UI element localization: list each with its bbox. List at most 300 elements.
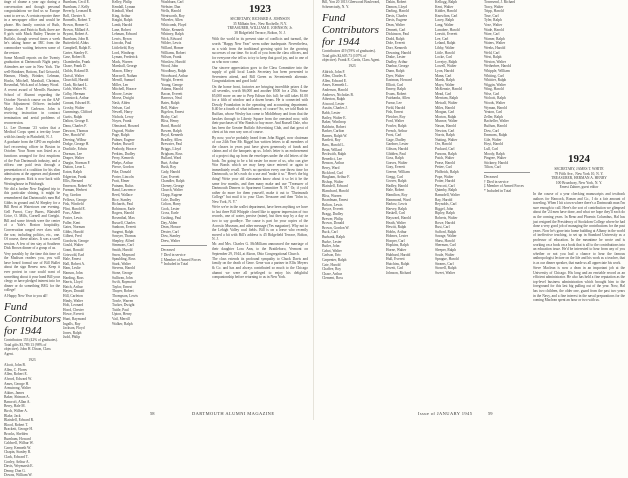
right-fund-sub: Contributors 419 (59% of graduates). Total gifts $2,605.73 (107% of objective). Frank E. Curtis, Class Agent. — [322, 49, 381, 63]
contributor-name: Rosenthal, Max — [112, 215, 135, 220]
contributor-name: Putnam, Rufus — [112, 183, 134, 188]
contributor-name: Young, George — [161, 82, 183, 87]
column-paragraph: Our sincere appreciation goes to the Class Committee into the supply of gold local Loads Secretary has been presented to Seventeen attend, and Bill Green as Seventeenth alternate. Congratulations and good luck! — [212, 65, 308, 84]
contributor-name: Pettee, Carl — [435, 165, 452, 170]
contributor-name: Knowlton, Carl — [435, 13, 458, 18]
contributor-name: Bancroft, Allan A. — [4, 399, 31, 404]
contributor-name: Parsons, Ralph — [435, 151, 457, 156]
left-col-5-text — [212, 37, 308, 279]
contributor-name: Littlefield, Roy — [112, 45, 135, 50]
contributor-name: Tuttle, Paul — [112, 307, 129, 312]
right-col-2 — [386, 0, 432, 408]
contributor-name: Dunn, Ralph — [386, 68, 405, 73]
right-col-1-intro: Bill, Yon 20 1013 Glenwood Boulevard, Schenectady, N. Y. — [322, 0, 381, 9]
contributor-name: Sprague, Harold — [435, 257, 459, 262]
contributor-name: Perkins, Dudley — [112, 151, 136, 156]
contributor-name: Mayo, Walter — [435, 82, 455, 87]
contributor-name: Damon, Lloyd — [386, 4, 407, 9]
contributor-name: Reed, Wallace — [112, 192, 133, 197]
contributor-name: Little, Harold — [435, 50, 455, 55]
contributor-name: Sleeper, Ralph — [435, 248, 457, 253]
contributor-name: Cobb, Walter W. — [63, 87, 87, 92]
column-paragraph: Very possibly by the time this time of the Madison readers you, you will have heard formal use of Bill Bullet about the sign Renew now. Keep it ever protest in case sould want of something about it your hand Bill your clergy or have pledged interest into for dinner or do something BEG for the college! — [4, 251, 60, 293]
contributor-name: Smith, Harold — [112, 248, 133, 253]
contributor-name: Lehman, Edward — [112, 32, 137, 37]
contributor-name: Cate, Harold — [322, 262, 341, 267]
contributor-name: Foss, Albert — [63, 211, 81, 216]
contributor-name: Dana, Charles F. — [63, 124, 87, 129]
contributor-name: Moore, Lester — [112, 91, 133, 96]
contributor-name: Kidder, Harold — [435, 9, 457, 14]
contributor-name: Day, Alden — [161, 220, 178, 225]
left-col-4 — [161, 0, 207, 408]
right-treasurer-address: 100 Broadway, New York, N. Y. — [555, 180, 603, 185]
contributor-name: True, Carl — [484, 13, 499, 18]
left-page — [0, 0, 310, 478]
contributor-name: Pope, Walter — [435, 174, 454, 179]
contributor-name: Metcalf, Walter — [435, 101, 458, 106]
footnote: † Died in service — [484, 179, 509, 184]
contributor-name: Whitcomb, Floyd — [161, 22, 187, 27]
contributor-name: Stearns, Carl — [435, 261, 454, 266]
right-fund-title: Fund Contributors for 1944 — [322, 12, 379, 49]
contributor-name: Bickford, Carl — [322, 170, 343, 175]
footnote: * Included in Total — [484, 188, 512, 193]
contributor-name: Dorman, Lee — [63, 151, 82, 156]
contributor-name: White, Kenneth — [161, 27, 184, 32]
contributor-name: Munroe, Walter — [435, 119, 458, 124]
contributor-name: Emery, Ralph — [386, 87, 406, 92]
contributor-name: Ramsdell, Walter — [435, 192, 460, 197]
contributor-name: Woods, Walter — [484, 101, 506, 106]
contributor-name: Patch, Walter — [435, 156, 455, 161]
contributor-name: Fay, Gordon — [63, 192, 81, 197]
contributor-name: Brooks, Shelden — [4, 432, 28, 437]
contributor-name: Colby, Herman — [63, 91, 85, 96]
column-paragraph: We did a further New England trip to this particular shining, it might be remembered that Dartmouth's men Hal Gibbs in ground and Al Shepley for a Bill Bent at Watertown one evening. Gell Purrot, Cory Burns, Blaisdell Grice, O. Mills, Cornell and Greight. Bill and some friends were the center of a Yale's Boston hospitality. Conversation ranged over class with the war, including politics, etc., one. Of course, these affairs. It was a swell session. A few of ten stay at Southern Disk Brown dinner of a group of us. — [4, 186, 60, 251]
contributor-name: Hobbs, Arthur — [386, 229, 407, 234]
contributor-name: Carey, Kenneth W. — [4, 445, 32, 450]
contributor-name: Evans, Robert — [386, 91, 407, 96]
contributor-name: Wright, Everett — [161, 78, 184, 83]
contributor-name: Hooper, Carl — [386, 238, 405, 243]
contributor-name: Benson, Arthur — [322, 161, 344, 166]
contributor-name: Tyler, Ralph — [484, 18, 502, 23]
contributor-name: Blanchard, Harold — [322, 189, 349, 193]
contributor-name: Buck, Carl — [322, 230, 338, 235]
contributor-name: Rowe, Harold — [435, 220, 456, 225]
contributor-name: Christl, Walter — [63, 73, 85, 78]
contributor-name: Sherman, Carl — [435, 243, 456, 248]
contributor-name: Perry, Kenneth — [112, 156, 134, 161]
contributor-name: Armstrong, Walter — [4, 386, 31, 391]
left-col-1-names — [4, 363, 60, 478]
contributor-name: Jewett, Carl — [386, 266, 404, 271]
contributor-name: Emerson, Robert W. — [63, 183, 93, 188]
contributor-name: Burke, Lester — [322, 239, 342, 244]
contributor-name: Palmer, Eugene — [112, 137, 135, 142]
contributor-name: Howe, Everett — [63, 312, 84, 317]
contributor-name: Boyd, Kenneth — [161, 133, 183, 138]
contributor-name: Webster, Dan — [161, 4, 181, 9]
right-col-4-names — [484, 0, 530, 170]
contributor-name: Rand, Lawrence — [112, 188, 136, 193]
contributor-name: Eaton, Ralph — [63, 169, 82, 174]
contributor-name: Nash, Alden — [112, 101, 130, 106]
contributor-name: Weld, Carl — [484, 50, 500, 55]
contributor-name: Burnham, Howard — [4, 436, 31, 441]
left-class-year: 1923 — [249, 3, 271, 15]
contributor-name: Hanson, John — [63, 271, 83, 276]
contributor-name: Dutton, Leon L. — [63, 165, 87, 170]
contributor-name: Colton, Harry — [161, 202, 181, 207]
contributor-name: Olmstead, Howard — [112, 124, 140, 129]
contributor-name: Andrews, Nicholas B. — [322, 92, 354, 97]
contributor-name: Bliss, Warren — [322, 193, 342, 198]
contributor-name: Roberts, Walter — [435, 215, 458, 220]
contributor-name: Goss, Ralph — [386, 156, 404, 161]
contributor-name: Bradley, Allen — [161, 137, 182, 142]
contributor-name: Blake, Jack — [4, 413, 21, 418]
contributor-name: Buffum, Harold — [484, 124, 507, 129]
contributor-name: Kendall, Lyman — [112, 4, 136, 9]
contributor-name: Stone, George — [112, 271, 133, 276]
contributor-name: Davis, Eugene — [386, 18, 407, 23]
contributor-name: Willard, Homer — [161, 45, 184, 50]
contributor-name: Chamberlin, Frank — [63, 59, 91, 64]
contributor-name: French, Arthur — [386, 128, 408, 133]
contributor-name: Greene, William — [386, 169, 410, 174]
contributor-name: Weeks, Harold — [484, 45, 506, 50]
contributor-name: Ames, Kenneth L. — [322, 83, 349, 88]
contributor-name: Elliott, Carl — [386, 82, 403, 87]
contributor-name: Bragg, Dudley — [322, 211, 344, 216]
contributor-name: Zeller, Ralph — [484, 114, 503, 119]
contributor-name: Wiggin, Walter — [484, 82, 506, 87]
contributor-name: Hoyt, Harold — [484, 142, 503, 147]
contributor-name: Merrill, Samuel — [112, 78, 135, 83]
contributor-name: Bowen, Ralph — [161, 128, 182, 133]
contributor-name: Whiting, Carl — [484, 73, 504, 78]
contributor-name: Dawson, Thomas — [63, 128, 89, 133]
contributor-name: Berry, Hale M. — [4, 404, 26, 409]
column-paragraph: Lt. Lee Dorman '23 writes that a Medical Corps spent a ten-day leave with his family in Plainfield, N. J. — [4, 125, 60, 139]
contributor-name: Taylor, Ernest — [112, 284, 133, 289]
footnote: Deceased — [161, 248, 175, 253]
contributor-name: Boll, Chester A. — [63, 13, 87, 18]
contributor-name: Drake, Lester — [386, 55, 406, 60]
contributor-name: Thompson, Lewis — [112, 294, 138, 298]
contributor-name: Curtis, Ralph — [63, 114, 83, 119]
contributor-name: Harvey, Ralph — [386, 206, 407, 211]
right-treasurer: TREASURER, HERMAN A. HENRY — [551, 176, 607, 181]
contributor-name: Adams, Harold — [161, 87, 183, 92]
contributor-name: Newell, Harry — [112, 110, 133, 115]
contributor-name: Osgood, Walter — [112, 128, 135, 133]
contributor-name: Hill, Carleton — [63, 294, 83, 298]
contributor-name: Dean, Walter — [386, 22, 405, 27]
left-col-3 — [112, 0, 158, 408]
contributor-name: Aldrich, John F. — [322, 69, 346, 74]
contributor-name: Dole, Everett — [386, 41, 406, 46]
contributor-name: Winslow, Harold — [161, 59, 186, 64]
contributor-name: Tripp, Harold — [484, 9, 504, 14]
contributor-name: Baldwin, Robert — [322, 124, 346, 129]
contributor-name: Pease, Harold — [435, 160, 455, 165]
contributor-name: Sargent, Ralph — [112, 229, 134, 234]
contributor-name: Whittier, Ralph — [484, 78, 507, 83]
footnote: ‡ Member of Armed Forces — [484, 184, 524, 189]
contributor-name: Lincoln, Paul — [112, 41, 132, 46]
contributor-name: Bacheller, Walter — [484, 119, 509, 124]
contributor-name: Alvord, Edward W. — [4, 376, 32, 381]
contributor-name: Norris, Ralph — [435, 133, 455, 138]
contributor-name: Harlow, Lewis — [386, 202, 408, 207]
contributor-name: Carlson, Eric — [322, 253, 341, 258]
contributor-name: Soule, Walter — [435, 252, 455, 257]
contributor-name: Wilder, Lewis — [161, 41, 182, 46]
contributor-name: Yeaton, Carl — [484, 110, 503, 115]
contributor-name: Blaisdell, Edward — [322, 184, 348, 189]
column-paragraph: In the course of a year checking manuscripts and textbook authors for Hancock, Ronan and Co., I do a fair amount of traveling. When I hit a town where there's a Dartmouth man I'm sure enough to call. Here's the sort of contribution we glimpsed about the '24 men have done, and what we hope they'll each do as the coming years. In Reno and Phoenix Columbus, Hal has just resigned the Presidency of Stockdom College where he had done a very good job of managing the contributions for the past years. Now he's gone into home building at Albany in the world of ineffective teaching, to set up in Standard University as a professor of education. In the meantime he wrote and is working on a book on a book that is all to the contributions into an education issue. He'd be interested to hear from any of you whether or not you had a chance to hear the famous anthropologist lecture on the life and his work as a teacher, that is as our dinner speaker, that made us all appreciate his work. — [533, 191, 625, 265]
contributor-name: Flint, Harold E. — [63, 206, 86, 211]
contributor-name: Frost, Carl — [386, 133, 402, 138]
contributor-name: Brewer, Philip — [322, 216, 343, 221]
left-col-5 — [212, 0, 308, 408]
footnote: * Included in Total — [161, 262, 189, 267]
contributor-name: Parker, Russell — [112, 142, 134, 147]
contributor-name: Baker, Winthrop — [322, 120, 346, 125]
contributor-name: Hale, Ernest — [63, 257, 81, 262]
contributor-name: Lee, Carl — [435, 36, 449, 41]
contributor-name: Field, Harold — [386, 105, 406, 110]
contributor-name: Hammond, Ward — [386, 197, 411, 202]
contributor-name: Mitchell, Horace — [112, 87, 137, 92]
contributor-name: Hutchins, Ralph — [386, 261, 410, 266]
contributor-name: Burnham, John R. — [63, 36, 90, 41]
contributor-name: Barnes, Ralph W. — [322, 133, 348, 138]
contributor-name: Barrows, Neal — [161, 96, 182, 101]
contributor-name: Cushing, Paul — [161, 215, 182, 220]
contributor-name: Clark, Edward T. — [4, 455, 29, 459]
contributor-name: Harding, Ross — [63, 275, 84, 280]
contributor-name: Bonnells, Robert T. — [63, 18, 92, 23]
contributor-name: Bolton, Lewis — [322, 202, 343, 207]
contributor-name: Clement, Ross — [322, 276, 343, 281]
contributor-name: Pratt, Elmer — [112, 179, 130, 184]
contributor-name: Dow, Carl — [484, 128, 499, 133]
contributor-name: Lovejoy, Ralph — [435, 59, 458, 64]
left-fund-sub: Contributors 153 (42% of graduates). Total gifts $3,789.13 (98% of objective). John H. Dixon, Class Agent. — [4, 338, 58, 356]
contributor-name: Butler, John — [322, 244, 340, 249]
contributor-name: Gage, Dudley — [386, 137, 406, 142]
contributor-name: Pike, Donald — [112, 169, 131, 174]
contributor-name: Darling, Harold — [386, 9, 409, 14]
contributor-name: Austin, Charles J. — [322, 106, 348, 111]
contributor-name: Caldwell, Wilbur W. — [4, 441, 34, 446]
left-treasurer: TREASURER, WILLIAM E. JOHNSON, Jr. — [227, 26, 293, 31]
contributor-name: Safford, Ralph — [435, 229, 457, 234]
contributor-name: Allen, Robert E. — [4, 372, 28, 377]
contributor-name: Lane, Robert — [112, 27, 131, 32]
contributor-name: Conant, Edward R. — [63, 101, 91, 106]
contributor-name: Brown, Donald — [322, 221, 345, 226]
contributor-name: Bass, Harold L. — [322, 143, 345, 148]
contributor-name: Atwood, Lester — [322, 101, 345, 106]
contributor-name: Brown, Homer G. — [63, 22, 89, 27]
contributor-name: Bingham, Arthur F. — [322, 175, 350, 180]
contributor-name: Towle, Warren — [112, 298, 134, 303]
contributor-name: Alcott, John B. — [4, 363, 26, 368]
contributor-name: Ray, Harold — [435, 197, 453, 202]
contributor-name: Glidden, Paul — [386, 151, 406, 156]
contributor-name: Wolcott, Ralph — [484, 96, 506, 101]
contributor-name: Rogers, Harold — [112, 211, 134, 216]
contributor-name: Swift, Raymond — [112, 280, 136, 285]
contributor-name: Farrar, Lee — [386, 101, 402, 106]
contributor-name: Barker, Carlton — [322, 129, 345, 134]
left-page-number: 58 — [150, 411, 155, 416]
contributor-name: Grant, Ronald — [63, 248, 84, 253]
contributor-name: Boardman, Ernest — [322, 198, 348, 203]
contributor-name: Holmes, Lester — [386, 234, 408, 239]
contributor-name: Bullard, Ward — [161, 156, 182, 161]
footnote: ‡ Member of Armed Forces — [161, 257, 201, 262]
contributor-name: Briggs, Lloyd — [161, 147, 181, 151]
contributor-name: Marsh, Ralph — [435, 78, 455, 83]
contributor-name: Cheney, George — [161, 183, 185, 188]
contributor-name: Dakin, Robert — [386, 0, 407, 4]
contributor-name: Boyce, Everett — [322, 207, 344, 212]
contributor-name: Newton, Carl — [435, 128, 455, 133]
contributor-name: Bacon, Everett — [161, 91, 183, 96]
contributor-name: Stark, Walter — [112, 261, 131, 266]
contributor-name: Gibbs, Harold — [63, 229, 84, 234]
contributor-name: Porter, Lincoln — [112, 174, 134, 179]
left-col-2 — [63, 0, 109, 408]
contributor-name: Brigham, Ross — [161, 151, 183, 156]
contributor-name: Fuller, Kent — [63, 220, 81, 225]
contributor-name: Lyon, Harold — [435, 68, 455, 73]
contributor-name: Mack, Warren — [112, 59, 133, 64]
left-treasurer-address: 38 Ridgefield Terrace, Bolton, N. J. — [234, 30, 286, 35]
contributor-name: Childs, Roland D. — [63, 68, 89, 73]
contributor-name: Dodd, Ralph — [386, 36, 405, 41]
contributor-name: Dunbar, George — [386, 64, 409, 69]
contributor-name: Dow, Stanley — [161, 234, 181, 239]
contributor-name: Savage, Walter — [435, 234, 457, 239]
contributor-name: Dee, Harold W. — [63, 133, 86, 138]
contributor-name: Rust, Carl — [435, 225, 450, 230]
contributor-name: Reynolds, Carl — [435, 202, 457, 207]
left-fund-year: 1923 — [28, 357, 36, 362]
contributor-name: Dudley, Arthur — [386, 59, 408, 64]
contributor-name: Drew, Walter — [161, 238, 180, 243]
contributor-name: Hall, Robert A. — [63, 261, 85, 266]
contributor-name: Waters, Walter — [484, 41, 506, 46]
footnote: Deceased — [484, 174, 498, 179]
contributor-name: Stowell, Ralph — [435, 266, 457, 271]
contributor-name: Stevens, Harold — [112, 266, 135, 271]
contributor-name: Horne, Walter — [386, 248, 407, 253]
contributor-name: Farnum, Herbert — [63, 188, 87, 193]
right-secretary-address: 79 Fifth Ave., New York 10, N. Y. — [554, 171, 604, 176]
contributor-name: Churchill, Harold — [63, 78, 89, 83]
contributor-name: Wing, Harold — [484, 87, 504, 92]
contributor-name: Birch, Wilber A. — [4, 409, 28, 414]
contributor-name: Jones, Ralph — [63, 330, 82, 335]
left-fund-title: Fund Contributors for 1944 — [4, 301, 61, 338]
contributor-name: Libby, Walter — [435, 45, 455, 50]
contributor-name: Shepley, Alfred — [112, 238, 135, 243]
contributor-name: Brown, Millard A. — [63, 27, 90, 32]
contributor-name: Berry, Ward — [322, 166, 340, 171]
contributor-name: Peabody, Horace — [112, 147, 137, 151]
contributor-name: Case, Robert B. — [63, 55, 86, 60]
column-paragraph: By now, you've probably heard from John Riggel, now chairman of our 24th Year Mr. Riggel has written letters to all members of the classes in years past have given generously of funds and claims and of the banquets up us. John's letter is an endorsement of a project dug up from the envelopes under the old letters of the book. I'm going to be a bit easier for more of us, who can give War Bonds which we may keep since entered or again to immediately recall. There's no question every one throw time for Dartmouth, so let's each do a use and "make it so." Here's the big thing! Write your old classmates know about it so let it be the same few months, and then many make and use "Treasurer of Dartmouth Dinners to Apartment Committee N. H." Or, if you'd rather do more for them yourself, make it out to "Dartmouth College" but mail it to your Class Treasurer and then "John to, New York, N. Y." — [212, 135, 308, 204]
contributor-name: Quimby, Ralph — [435, 188, 457, 193]
contributor-name: Chase, Arthur — [322, 271, 342, 276]
contributor-name: Dean, Horace — [161, 225, 181, 230]
contributor-name: Kent, Walter — [435, 4, 454, 9]
contributor-name: Atherton, Ralph — [322, 97, 346, 102]
contributor-name: Stickney, Harold — [484, 160, 509, 165]
contributor-name: Packard, Carl — [435, 147, 455, 151]
contributor-name: Tracy, Walter — [484, 4, 504, 9]
contributor-name: Bixby, Carl — [161, 114, 178, 119]
contributor-name: Wilson, Frank — [161, 55, 182, 60]
contributor-name: Gates, Norman — [63, 225, 85, 230]
contributor-name: Lacey, Ralph — [435, 18, 454, 23]
contributor-name: Gibson, Harold — [386, 147, 409, 151]
contributor-name: Goodwin, George — [63, 238, 89, 243]
contributor-name: Riggel, John — [435, 206, 454, 211]
contributor-name: Russell, Charles — [112, 220, 136, 225]
contributor-name: Comstock, Arthur — [63, 96, 89, 101]
contributor-name: Fletcher, Roy — [386, 114, 406, 119]
column-paragraph: tinge of shame a year ago during a conversation and though personal congratulations we find us so Europe want to see us. A certain reporter there in a newspaper office and would be phone. His family consists of Ruth, Jeanmarie, and Patricia Ruth, three are 8 girls with Mack Bailey Theatre in Buffalo, though several times a week he's taking home an IBC from the commodore waiting between some of the restore. — [4, 0, 60, 55]
right-col-1 — [322, 0, 382, 408]
contributor-name: Vose, Walter — [484, 22, 503, 27]
contributor-name: Harris, Lloyd — [63, 280, 83, 285]
contributor-name: Fellows, George — [63, 197, 87, 202]
contributor-name: Wise, Carl — [484, 91, 500, 96]
contributor-name: Wick, Edward — [161, 36, 182, 41]
contributor-name: Hewitt, Ralph — [386, 225, 407, 230]
contributor-name: Beverly, Leonard R. — [63, 9, 93, 14]
contributor-name: Ware, Carl — [484, 32, 500, 37]
contributor-name: Clapp, Eugene — [161, 192, 183, 197]
contributor-name: Gould, Walter — [63, 243, 84, 248]
contributor-name: Beckwith, Ralph — [322, 152, 347, 157]
left-magazine-name: DARTMOUTH ALUMNI MAGAZINE — [192, 411, 275, 416]
contributor-name: Nelson, Carl — [112, 105, 131, 110]
column-paragraph: With the world in its present state of conflicts and turmoil, the words "Happy New Year" seem rather inadequate. Nevertheless, as a wish from the traditional growing spirit for the growing successes of our time. So to all of you from the class officers, and for everyone else tell us to try to keep that good joy, and to one of us who now come. — [212, 37, 308, 65]
column-paragraph: A recent award of Merrills Business School of Alumni regarding the October Norwich course on the AAF War Adjustment Officers included Major John P. Carleson. John is receiving instruction in contract termination and aerial problems of reconversion. — [4, 88, 60, 125]
contributor-name: Wheeler, Allen — [161, 18, 183, 23]
contributor-name: Whitney, Ralph — [161, 32, 184, 37]
column-paragraph: The class extends its profound sympathy to Chuck Davis and family on the death of Gene. Gene was a partner in Ellis Meyers & Co. and has and always contributed so much to the Chicago alumni we were all privileged to enjoy his delightful companionship before returning to us in New York. — [212, 256, 308, 280]
column-paragraph: On the home front, factories are bringing incredible prizes 4 the all sevenths, worth $6,000 and another $500 for a 25th. Some $5,000 more on one to Prep Edison this fall; he still takes $1.00 for a fifth of window and a dozen beans. He is connected with Dowdy Foundation in the operating and accounting department. $.40 he a fourth of what influence, of course? So, we told Rush in Ruffian, whose Wesley has come to Middlebury and from that the hawkes through to Liberty Square from the onestead now, with their purchases of War Bonds to buy more. And Russell Dale, who has been the Greater Buffalo Advertising Club, and that great of chest at his own way was of course. — [212, 84, 308, 135]
contributor-name: Deering, Wilbur — [63, 137, 87, 142]
contributor-name: Jackson, Floyd — [63, 326, 85, 331]
contributor-name: Upton, Henry — [112, 312, 132, 317]
contributor-name: Hayes, Donald — [63, 289, 85, 294]
contributor-name: Edgerton, Frank — [63, 174, 87, 179]
contributor-name: Ford, Walter — [386, 119, 405, 124]
contributor-name: Hatch, Arthur — [63, 284, 83, 289]
contributor-name: Chapin, Stanley R. — [4, 450, 32, 455]
